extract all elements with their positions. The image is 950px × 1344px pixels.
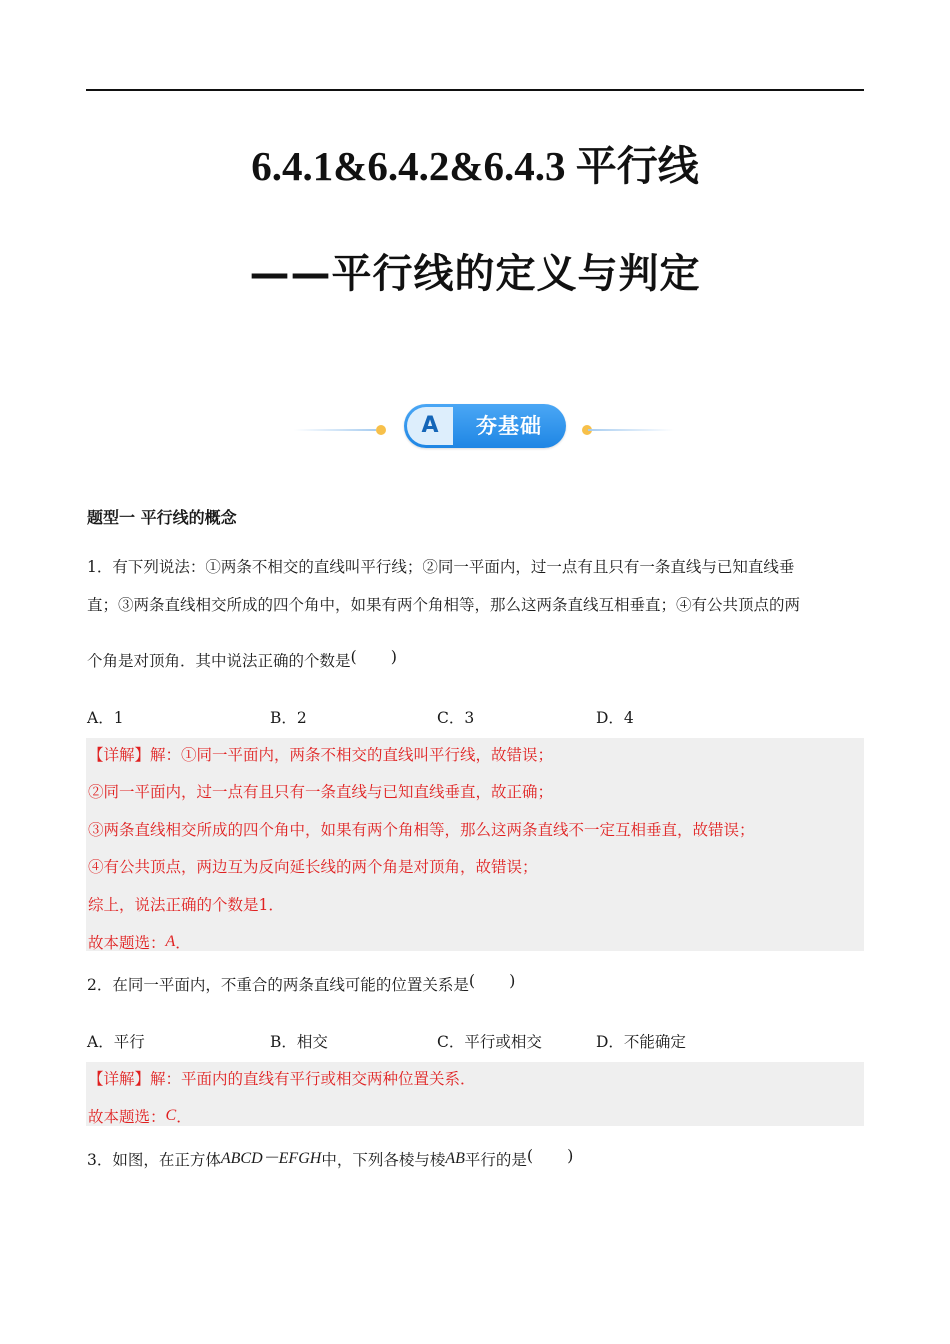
q1-answer-line: 【详解】解：①同一平面内，两条不相交的直线叫平行线，故错误； [88, 746, 554, 764]
q2-line-1 [87, 971, 515, 995]
answer-blank [469, 971, 516, 990]
banner-right-line [588, 429, 674, 431]
q1-conclusion [88, 932, 191, 953]
section-heading: 题型一 平行线的概念 [87, 508, 237, 527]
banner-letter: A [407, 407, 453, 445]
paren-open: ( [350, 647, 357, 666]
paren-open: ( [526, 1146, 534, 1165]
q1-answer-line: ②同一平面内，过一点有且只有一条直线与已知直线垂直，故正确； [88, 783, 554, 801]
q3-text-suffix: 平行的是 [464, 1151, 527, 1169]
conclusion-suffix: ． [176, 1108, 192, 1126]
q1-line-2: 直；③两条直线相交所成的四个角中，如果有两个角相等，那么这两条直线互相垂直；④有公共顶点的两 [87, 596, 801, 614]
paren-open: ( [468, 971, 476, 990]
q2-answer-box [86, 1062, 864, 1126]
answer-blank [527, 1146, 574, 1165]
q1-answer-line: ④有公共顶点，两边互为反向延长线的两个角是对顶角，故错误； [88, 858, 538, 876]
section-banner [290, 400, 680, 452]
q3-cube-name: ABCD－EFGH [220, 1150, 322, 1167]
q1-line-3-text: 个角是对顶角．其中说法正确的个数是 [87, 652, 351, 670]
q1-answer-line: 综上，说法正确的个数是1． [88, 896, 284, 914]
q1-answer-line: ③两条直线相交所成的四个角中，如果有两个角相等，那么这两条直线不一定互相垂直，故错误； [88, 821, 755, 839]
q2-option-d: D．不能确定 [596, 1033, 686, 1051]
conclusion-prefix: 故本题选： [88, 1108, 166, 1126]
paren-close: ) [567, 1146, 574, 1165]
q2-option-a: A．平行 [87, 1033, 145, 1051]
top-rule [86, 89, 864, 91]
q1-line-1: 1．有下列说法：①两条不相交的直线叫平行线；②同一平面内，过一点有且只有一条直线与已知直线垂 [87, 558, 795, 576]
banner-pill [404, 404, 566, 448]
banner-left-dot [376, 425, 386, 435]
conclusion-choice: C [165, 1107, 177, 1124]
q1-option-a: A．1 [87, 709, 124, 727]
q3-line-1 [87, 1146, 573, 1170]
banner-left-line [294, 429, 376, 431]
page-title: 6.4.1&6.4.2&6.4.3 平行线 [251, 143, 699, 189]
q1-option-c: C．3 [437, 709, 475, 727]
q2-option-b: B．相交 [270, 1033, 328, 1051]
answer-blank [351, 647, 398, 666]
q2-conclusion [88, 1106, 192, 1127]
conclusion-suffix: ． [175, 934, 191, 952]
q2-answer-line: 【详解】解：平面内的直线有平行或相交两种位置关系． [88, 1070, 476, 1088]
paren-close: ) [509, 971, 516, 990]
q3-text-middle: 中，下列各棱与棱 [321, 1151, 446, 1169]
q1-option-b: B．2 [270, 709, 307, 727]
q3-text-prefix: 3．如图，在正方体 [87, 1151, 221, 1169]
q1-option-d: D．4 [596, 709, 634, 727]
page-subtitle: ——平行线的定义与判定 [249, 251, 701, 297]
banner-text: 夯基础 [476, 414, 542, 438]
q3-edge-name: AB [445, 1150, 465, 1167]
q2-text: 2．在同一平面内，不重合的两条直线可能的位置关系是 [87, 976, 469, 994]
paren-close: ) [390, 647, 398, 666]
conclusion-prefix: 故本题选： [88, 934, 166, 952]
q1-answer-box [86, 738, 864, 951]
conclusion-choice: A [165, 933, 176, 950]
q2-option-c: C．平行或相交 [437, 1033, 542, 1051]
q1-line-3 [87, 647, 397, 671]
